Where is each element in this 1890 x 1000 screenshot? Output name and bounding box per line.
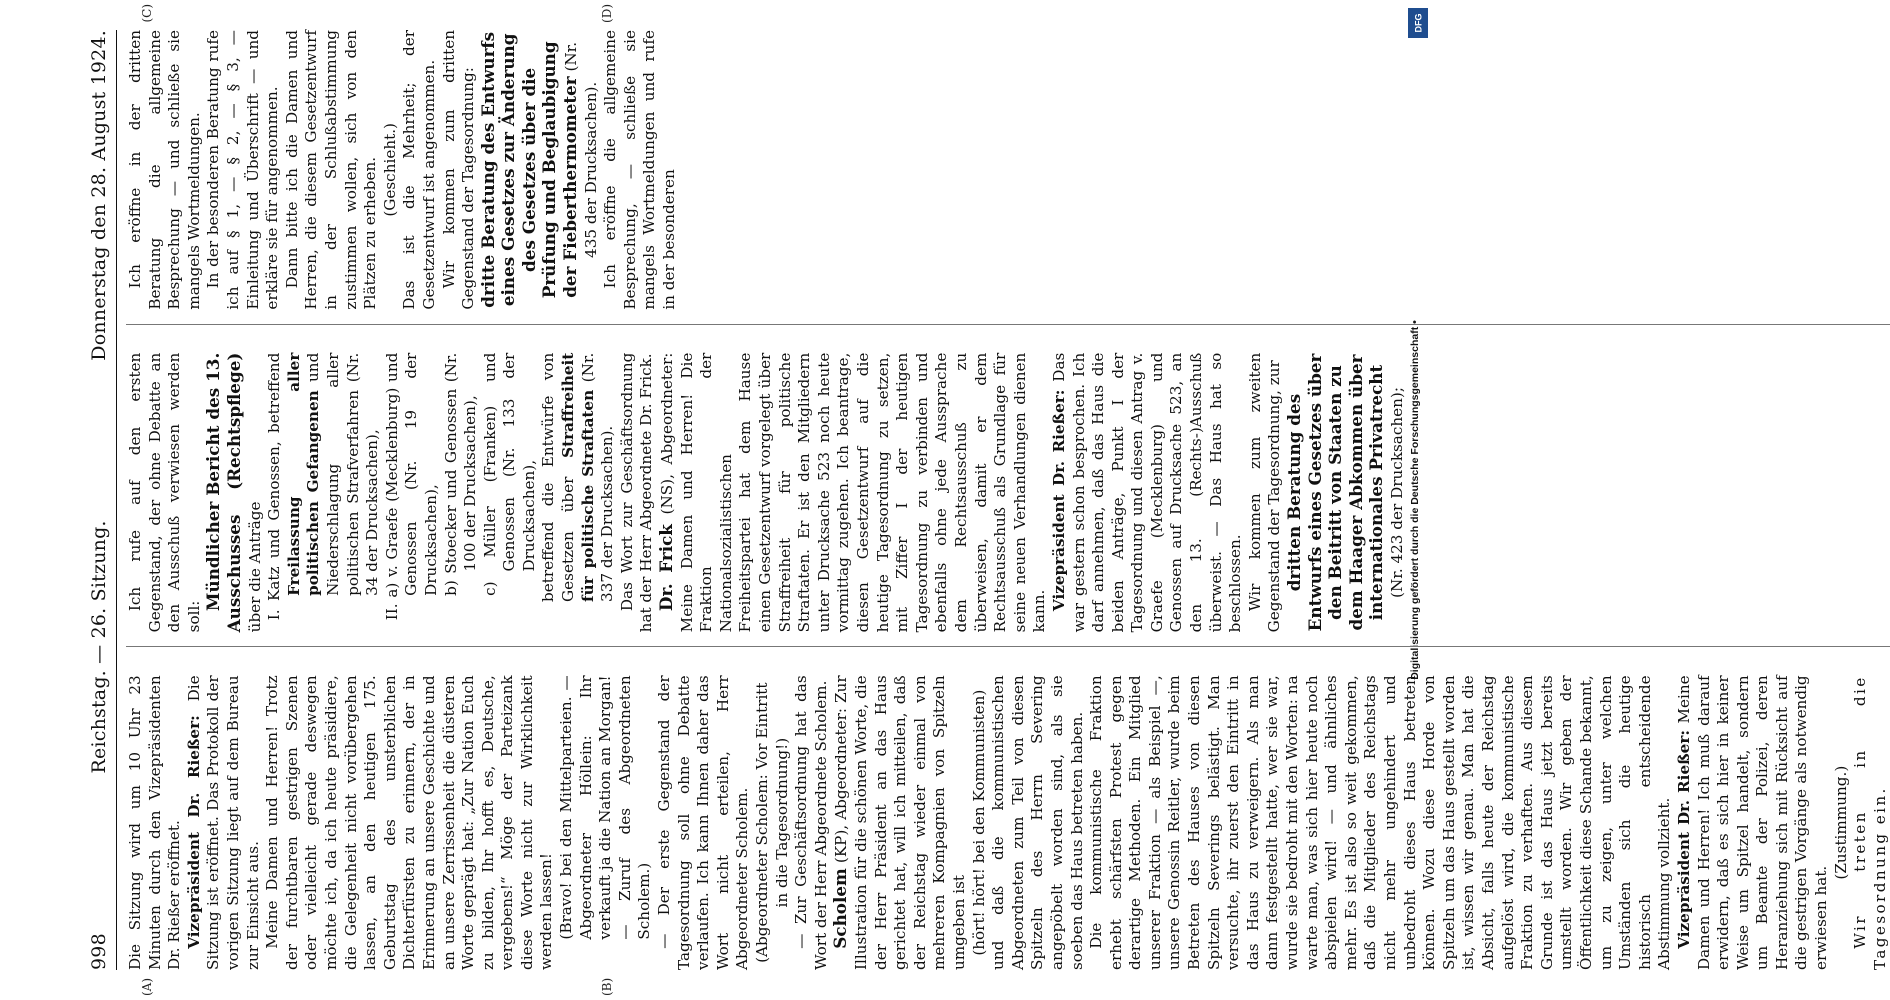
motion-list-item: II. a) v. Graefe (Mecklenburg) und Genossen (Nr. 19 der Drucksachen), xyxy=(382,352,440,621)
agenda-heading: dritte Beratung des Entwurfs eines Gesetzes zur Änderung des Gesetzes über die Prüfung und Beglaubigung der Fieberthermometer xyxy=(477,31,581,308)
speaker-name: Scholem xyxy=(830,868,851,949)
agenda-item: dritte Beratung des Entwurfs eines Gesetzes zur Änderung des Gesetzes über die Prüfung und Beglaubigung der Fieberthermometer (Nr. 435 der Drucksachen). xyxy=(477,31,600,308)
speech-paragraph: Das ist die Mehrheit; der Gesetzentwurf ist angenommen. xyxy=(400,30,438,310)
margin-letter-d: (D) xyxy=(600,4,614,23)
speech-paragraph: Vizepräsident Dr. Rießer: Das war gestern schon besprochen. Ich darf annehmen, daß das Haus die beiden Anträge, Punkt I der Tagesordnung und diesen Antrag v. Graefe (Mecklenburg) und Genossen auf Drucksache 523, an den 13. (Rechts-)Ausschuß überweist. — Das Haus hat so beschlossen. xyxy=(1049,352,1245,633)
speaker-name: Vizepräsident Dr. Rießer: xyxy=(184,715,203,949)
speech-paragraph: Ich rufe auf den ersten Gegenstand, der ohne Debatte an den Ausschuß verwiesen werden soll: xyxy=(126,352,203,633)
speech-paragraph: Vizepräsident Dr. Rießer: Die Sitzung ist eröffnet. Das Protokoll der vorigen Sitzung liegt auf dem Bureau zur Einsicht aus. xyxy=(184,675,262,970)
speech-paragraph: Wir treten in die Tagesordnung ein. xyxy=(1851,675,1889,970)
speech-paragraph: Wir kommen zum zweiten Gegenstand der Tagesordnung, zur xyxy=(1245,352,1284,633)
speech-paragraph: Vizepräsident Dr. Rießer: Meine Damen und Herren! Ich muß darauf erwidern, daß es sich hier in keiner Weise um Spitzel handelt, sondern um Beamte der Polizei, deren Heranziehung sich mit Rücksicht auf die gestrigen Vorgänge als notwendig erwiesen hat. xyxy=(1674,675,1831,970)
speech-paragraph: Wir kommen zum dritten Gegenstand der Tagesordnung: xyxy=(439,30,478,310)
agenda-heading: dritten Beratung des Entwurfs eines Gesetzes über den Beitritt von Staaten zu dem Haager Abkommen über internationales Privatrecht xyxy=(1284,353,1387,632)
page-number: 998 xyxy=(88,933,110,970)
column-1 xyxy=(126,675,1890,970)
speech-paragraph: Dr. Frick (NS), Abgeordneter: Meine Damen und Herren! Die Fraktion der Nationalsozialistischen Freiheitspartei hat dem Hause einen Gesetzentwurf vorgelegt über Straffreiheit für politische Straftaten. Er ist den Mitgliedern unter Drucksache 523 noch heute vormittag zugehen. Ich beantrage, diesen Gesetzentwurf auf die heutige Tagesordnung zu setzen, mit Ziffer I der heutigen Tagesordnung zu verbinden und ebenfalls ohne jede Aussprache dem Rechtsausschuß zu überweisen, damit er dem Rechtsausschuß als Grundlage für seine neuen Verhandlungen dienen kann. xyxy=(656,352,1049,633)
column-3 xyxy=(126,30,1890,325)
dfg-logo: DFG xyxy=(1408,8,1428,38)
margin-letter-c: (C) xyxy=(140,4,154,23)
speech-paragraph: und daß die kommunistischen Abgeordneten zum Teil von diesen Spitzeln des Herrn Severing angepöbelt worden sind, als sie soeben das Haus betreten haben. xyxy=(989,675,1086,970)
motion-subject: betreffend die Entwürfe von Gesetzen über Straffreiheit für politische Straftaten (Nr. 337 der Drucksachen). xyxy=(539,352,617,602)
agenda-item: dritten Beratung des Entwurfs eines Gesetzes über den Beitritt von Staaten zu dem Haager Abkommen über internationales Privatrecht (Nr. 423 der Drucksachen); xyxy=(1284,353,1406,632)
margin-letter-b: (B) xyxy=(600,977,614,996)
interjection: (Geschieht.) xyxy=(380,123,399,217)
motion-list-item: c) Müller (Franken) und Genossen (Nr. 133 der Drucksachen), xyxy=(480,352,538,596)
speech-paragraph: In der besonderen Beratung rufe ich auf § 1, — § 2, — § 3, — Einleitung und Überschrift — und erkläre sie für angenommen. xyxy=(204,30,282,310)
agenda-heading: Mündlicher Bericht des 13. Ausschusses (Rechtspflege) xyxy=(203,352,244,633)
speech-paragraph: Scholem (KP), Abgeordneter: Zur Illustration für die schönen Worte, die der Herr Präsident an das Haus gerichtet hat, will ich mitteilen, daß der Reichstag wieder einmal von mehreren Kompagnien von Spitzeln umgeben ist xyxy=(830,675,968,970)
opening-paragraph: Die Sitzung wird um 10 Uhr 23 Minuten durch den Vizepräsidenten Dr. Rießer eröffnet. xyxy=(126,675,184,970)
speech-paragraph: Ich eröffne in der dritten Beratung die allgemeine Besprechung — und schließe sie mangels Wortmeldungen. xyxy=(126,30,203,310)
speaker-name: Dr. Frick xyxy=(656,524,677,612)
column-2 xyxy=(126,353,1890,648)
speech-paragraph: — Zur Geschäftsordnung hat das Wort der Herr Abgeordnete Scholem. xyxy=(792,675,830,970)
header-rule xyxy=(116,30,117,970)
speech-paragraph: Ich eröffne die allgemeine Besprechung, — schließe sie mangels Wortmeldungen und rufe in der besonderen xyxy=(601,30,679,310)
speaker-name: Vizepräsident Dr. Rießer: xyxy=(1049,389,1068,612)
page-header xyxy=(88,30,114,970)
speech-paragraph: — Der erste Gegenstand der Tagesordnung soll ohne Debatte verlaufen. Ich kann Ihnen daher das Wort nicht erteilen, Herr Abgeordneter Scholem. xyxy=(655,675,752,970)
agenda-item: Mündlicher Bericht des 13. Ausschusses (Rechtspflege) über die Anträge xyxy=(203,352,264,633)
header-date: Donnerstag den 28. August 1924. xyxy=(88,30,110,361)
interjection: (Zustimmung.) xyxy=(1831,765,1850,880)
speech-paragraph: Dann bitte ich die Damen und Herren, die diesem Gesetzentwurf in der Schlußabstimmung zustimmen wollen, sich von den Plätzen zu erheben. xyxy=(282,30,380,310)
motion-list-item: b) Stoecker und Genossen (Nr. 100 der Drucksachen), xyxy=(441,352,480,596)
motion-list-item: I. Katz und Genossen, betreffend Freilassung aller politischen Gefangenen und Niederschlagung aller politischen Strafverfahren (Nr. 34 der Drucksachen), xyxy=(265,352,382,621)
margin-letter-a: (A) xyxy=(140,977,154,996)
speech-paragraph: Meine Damen und Herren! Trotz der furchtbaren gestrigen Szenen oder vielleicht gerade deswegen möchte ich, da ich heute präsidiere, die Gelegenheit nicht vorübergehen lassen, an den heutigen 175. Geburtstag des unsterblichen Dichterfürsten zu erinnern, der in Erinnerung an unsere Geschichte und an unsere Zerrissenheit die düsteren Worte geprägt hat: „Zur Nation Euch zu bilden, Ihr hofft es, Deutsche, vergebens!“ Möge der Parteizank diese Worte nicht zur Wirklichkeit werden lassen! xyxy=(263,675,556,970)
interjection: (Abgeordneter Scholem: Vor Eintritt in die Tagesordnung!) xyxy=(753,682,791,963)
speech-paragraph: Die kommunistische Fraktion erhebt schärfsten Protest gegen derartige Methoden. Ein Mitglied unserer Fraktion — als Beispiel —, unsere Genossin Reitler, wurde beim Betreten des Hauses von diesen Spitzeln Severings belästigt. Man versuchte, ihr zuerst den Eintritt in das Haus zu verweigern. Als man dann festgestellt hatte, wer sie war, wurde sie bedroht mit den Worten: na warte man, was sich hier heute noch abspielen wird! — und ähnliches mehr. Es ist also so weit gekommen, daß die Mitglieder des Reichstags nicht mehr ungehindert und unbedroht dieses Haus betreten können. Wozu diese Horde von Spitzeln um das Haus gestellt worden ist, wissen wir genau. Man hat die Absicht, falls heute der Reichstag aufgelöst wird, die kommunistische Fraktion zu verhaften. Aus diesem Grunde ist das Haus jetzt bereits umstellt worden. Wir geben der Öffentlichkeit diese Schande bekannt, um zu zeigen, unter welchen Umständen sich die heutige historisch entscheidende Abstimmung vollzieht. xyxy=(1087,675,1674,970)
interjection: (Bravo! bei den Mittelparteien. — Abgeordneter Höllein: Ihr verkauft ja die Nation an Morgan! — Zuruf des Abgeordneten Scholem.) xyxy=(557,675,654,940)
speaker-name: Vizepräsident Dr. Rießer: xyxy=(1674,730,1693,949)
speech-paragraph: Das Wort zur Geschäftsordnung hat der Herr Abgeordnete Dr. Frick. xyxy=(617,352,656,633)
digitization-note-text: Digitalisierung gefördert durch die Deutsche Forschungsgemeinschaft • xyxy=(1409,320,1422,680)
header-left-title: Reichstag. — 26. Sitzung. xyxy=(88,520,110,774)
interjection: (hört! hört! bei den Kommunisten) xyxy=(969,689,988,956)
